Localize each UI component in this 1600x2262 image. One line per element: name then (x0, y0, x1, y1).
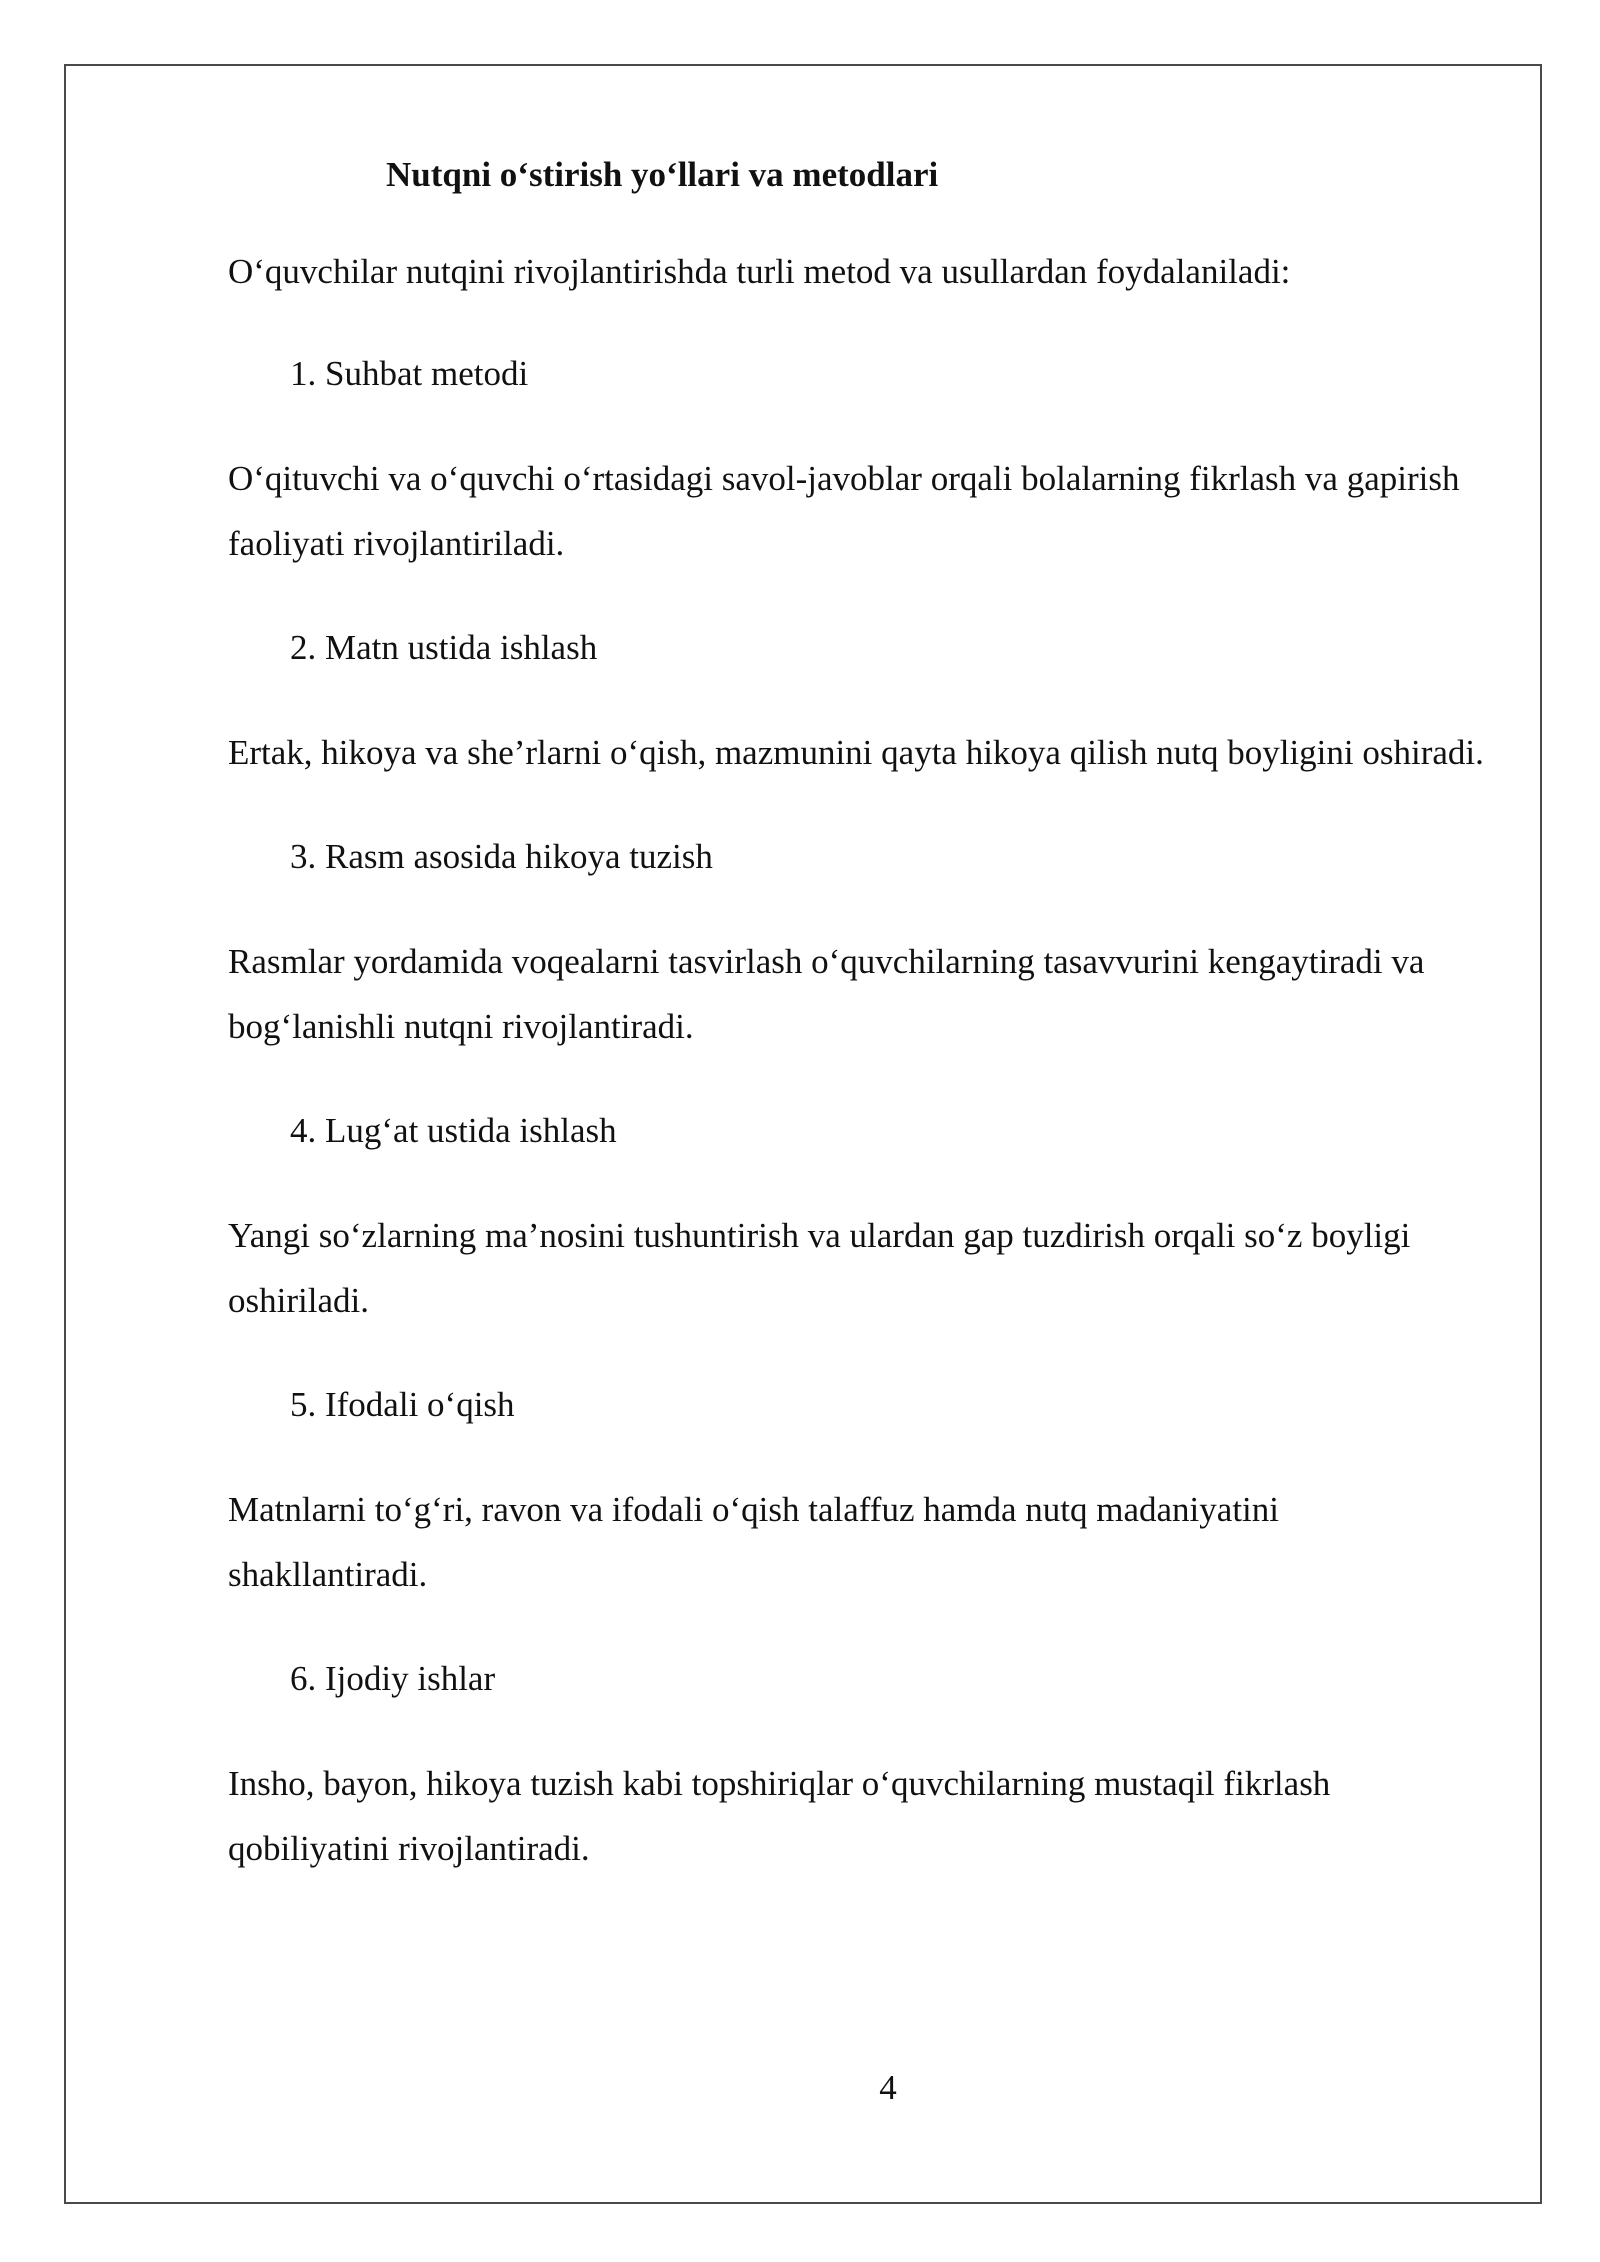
method-heading: 2. Matn ustida ishlash (290, 628, 598, 667)
page-number: 4 (879, 2068, 897, 2107)
document-body (228, 140, 1484, 1881)
method-heading: 6. Ijodiy ishlar (290, 1659, 496, 1698)
method-item-1 (228, 344, 1484, 576)
method-item-4 (228, 1101, 1484, 1333)
method-heading: 5. Ifodali o‘qish (290, 1385, 515, 1424)
method-description: Insho, bayon, hikoya tuzish kabi topshiriqlar o‘quvchilarning mustaqil fikrlash qobiliyatini rivojlantiradi. (228, 1764, 1331, 1868)
method-item-5 (228, 1375, 1484, 1607)
method-description: Ertak, hikoya va she’rlarni o‘qish, mazmunini qayta hikoya qilish nutq boyligini oshiradi. (228, 733, 1484, 772)
method-description: Rasmlar yordamida voqealarni tasvirlash o‘quvchilarning tasavvurini kengaytiradi va bog‘lanishli nutqni rivojlantiradi. (228, 942, 1425, 1046)
method-description: Yangi so‘zlarning ma’nosini tushuntirish va ulardan gap tuzdirish orqali so‘z boyligi oshiriladi. (228, 1216, 1411, 1320)
method-heading: 3. Rasm asosida hikoya tuzish (290, 837, 713, 876)
method-description: O‘qituvchi va o‘quvchi o‘rtasidagi savol-javoblar orqali bolalarning fikrlash va gapirish faoliyati rivojlantiriladi. (228, 459, 1460, 563)
intro-paragraph: O‘quvchilar nutqini rivojlantirishda turli metod va usullardan foydalaniladi: (228, 252, 1291, 291)
method-item-2 (228, 618, 1484, 785)
method-item-3 (228, 827, 1484, 1059)
document-title: Nutqni o‘stirish yo‘llari va metodlari (386, 155, 939, 194)
method-heading: 4. Lug‘at ustida ishlash (290, 1111, 617, 1150)
method-item-6 (228, 1649, 1484, 1881)
method-description: Matnlarni to‘g‘ri, ravon va ifodali o‘qish talaffuz hamda nutq madaniyatini shakllantiradi. (228, 1490, 1279, 1594)
method-heading: 1. Suhbat metodi (290, 354, 529, 393)
